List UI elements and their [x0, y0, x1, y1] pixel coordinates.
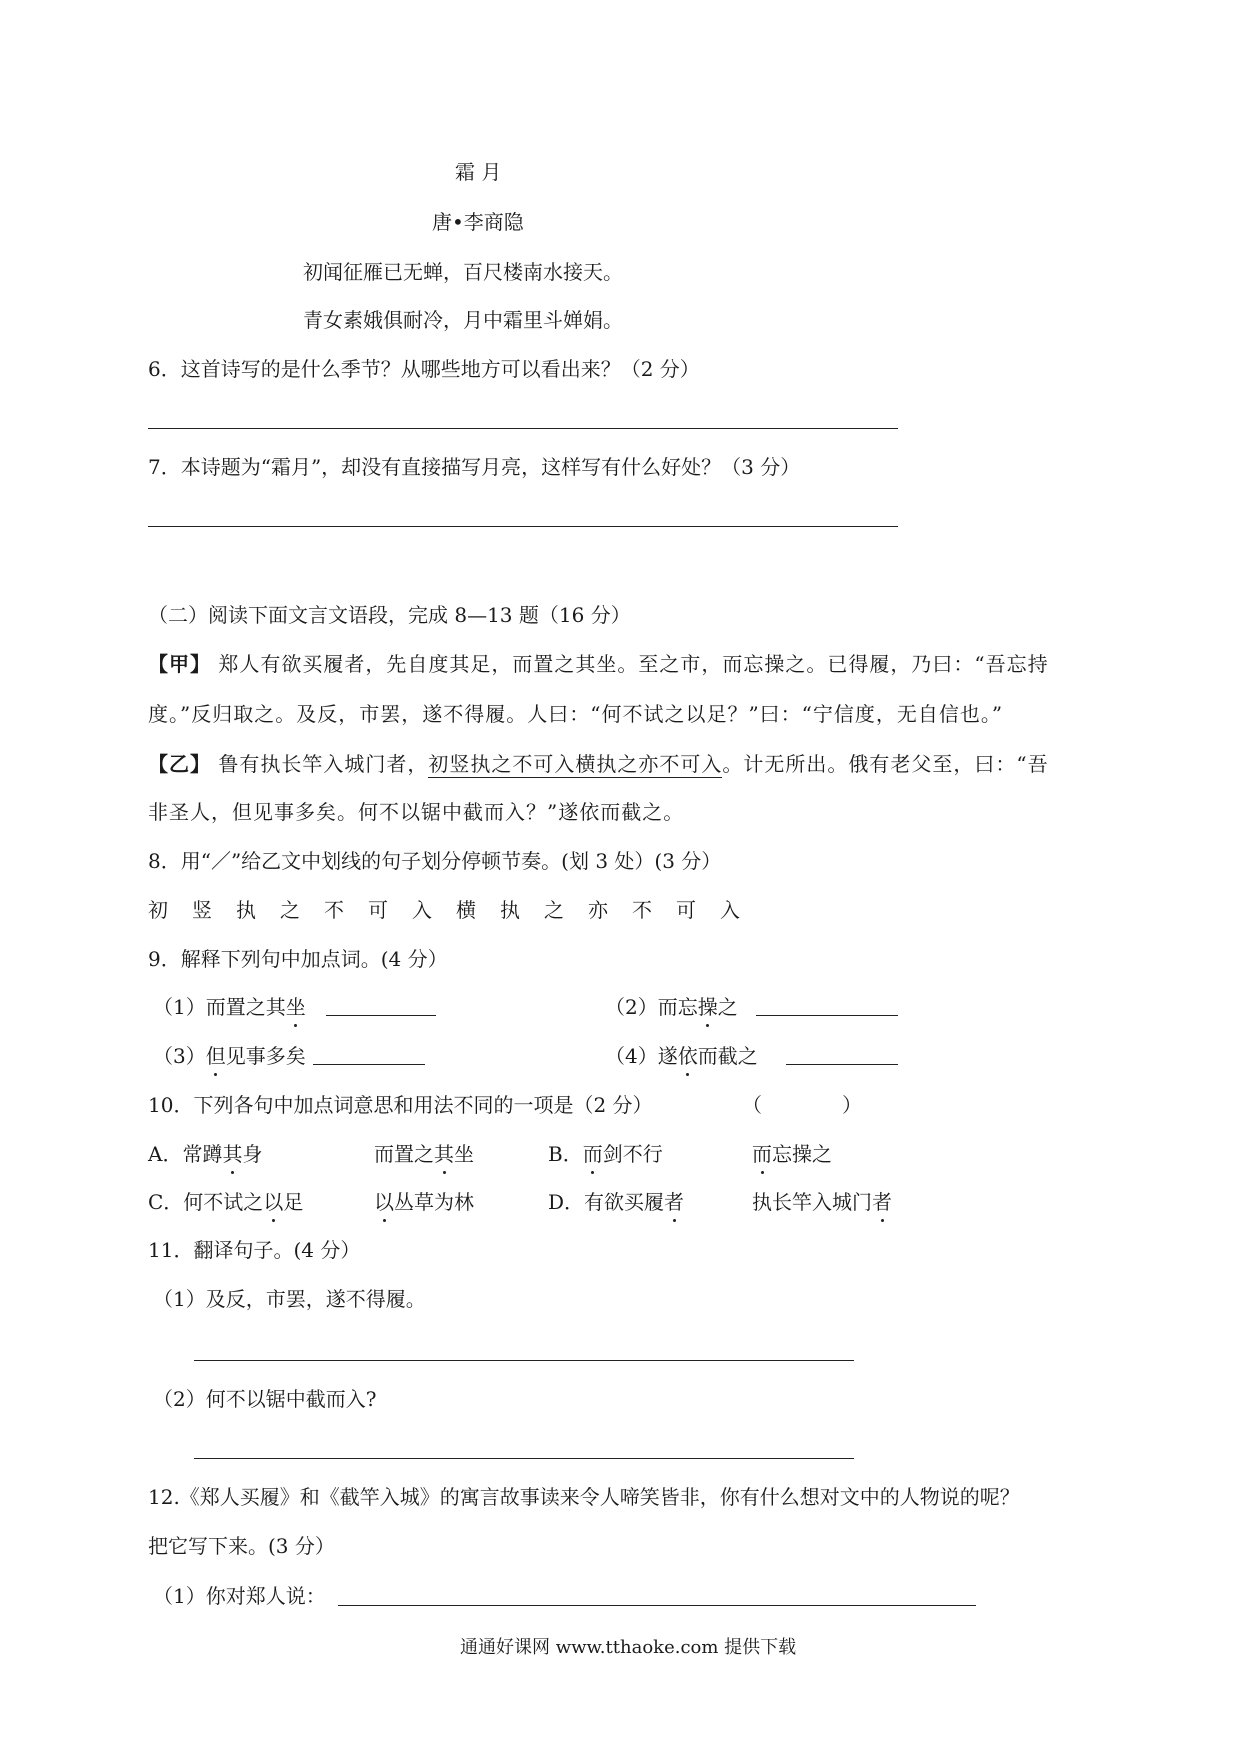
- poem-title: 霜 月: [455, 160, 502, 184]
- q10-option-c-pair: 以丛草为林: [374, 1190, 474, 1214]
- passage-jia-text-1: 郑人有欲买履者，先自度其足，而置之其坐。至之市，而忘操之。已得履，乃曰：“吾忘持: [218, 652, 1049, 676]
- q10-a2-dotted-word: 其: [434, 1142, 454, 1166]
- q8-char: 横: [456, 898, 476, 922]
- q10-a-dotted-word: 其: [222, 1142, 243, 1166]
- q10-d2-dotted-word: 者: [872, 1190, 892, 1214]
- q10-option-a-pair: 而置之其坐: [374, 1142, 474, 1166]
- q8-char: 亦: [588, 898, 608, 922]
- q10-d-dotted-word: 者: [664, 1190, 685, 1214]
- q8-char: 执: [236, 898, 256, 922]
- q8-character-sequence: [148, 896, 764, 924]
- q9-answer-line-3[interactable]: [313, 1064, 425, 1065]
- q8-char: 初: [148, 898, 168, 922]
- poem-author: 唐•李商隐: [432, 210, 524, 234]
- passage-yi-post: 。计无所出。俄有老父至，曰：“吾: [722, 752, 1049, 776]
- q8-char: 之: [280, 898, 300, 922]
- q8-char: 不: [324, 898, 344, 922]
- question-12-line-2: 把它写下来。(3 分）: [148, 1534, 335, 1558]
- passage-jia-line-2: 度。”反归取之。及反，市罢，遂不得履。人曰：“何不试之以足？”曰：“宁信度，无自信也。”: [148, 702, 1004, 726]
- q8-char: 不: [632, 898, 652, 922]
- poem-line-1: 初闻征雁已无蝉，百尺楼南水接天。: [303, 260, 623, 284]
- q8-char: 之: [544, 898, 564, 922]
- q10-c-dotted-word: 以: [263, 1190, 284, 1214]
- q8-char: 入: [412, 898, 432, 922]
- passage-yi-tag: 【乙】: [148, 752, 211, 776]
- passage-yi-underlined: 初竖执之不可入横执之亦不可入: [428, 752, 723, 776]
- question-9: 9．解释下列句中加点词。(4 分）: [148, 947, 448, 971]
- q12-answer-line-1[interactable]: [338, 1605, 976, 1606]
- q10-option-c[interactable]: C．何不试之以足: [148, 1190, 304, 1214]
- q11-answer-line-1[interactable]: [194, 1360, 854, 1361]
- q9-answer-line-2[interactable]: [756, 1015, 898, 1016]
- passage-yi-pre: 鲁有执长竿入城门者，: [218, 752, 429, 776]
- q10-option-b-pair: 而忘操之: [752, 1142, 832, 1166]
- question-7: 7．本诗题为“霜月”，却没有直接描写月亮，这样写有什么好处？（3 分）: [148, 455, 801, 479]
- q8-char: 入: [720, 898, 740, 922]
- q11-sentence-2: （2）何不以锯中截而入?: [153, 1387, 377, 1411]
- q10-b-dotted-word: 而: [582, 1142, 603, 1166]
- question-8: 8．用“／”给乙文中划线的句子划分停顿节奏。(划 3 处）(3 分）: [148, 849, 722, 873]
- question-10: 10．下列各句中加点词意思和用法不同的一项是（2 分）: [148, 1093, 653, 1117]
- question-11: 11．翻译句子。(4 分）: [148, 1238, 361, 1262]
- passage-jia-tag: 【甲】: [148, 652, 211, 676]
- q10-option-b[interactable]: B．而剑不行: [548, 1142, 663, 1166]
- passage-yi-line-2: 非圣人，但见事多矣。何不以锯中截而入？”遂依而截之。: [148, 800, 685, 824]
- question-12-line-1: 12.《郑人买履》和《截竿入城》的寓言故事读来令人啼笑皆非，你有什么想对文中的人物说的呢？: [148, 1485, 1020, 1509]
- answer-line-q7[interactable]: [148, 526, 898, 527]
- q9-answer-line-1[interactable]: [326, 1015, 436, 1016]
- q9-dotted-word-3: 但: [205, 1044, 226, 1068]
- passage-yi-line-1: [148, 750, 1049, 778]
- section-2-heading: （二）阅读下面文言文语段，完成 8—13 题（16 分）: [148, 603, 631, 627]
- q10-answer-paren[interactable]: （ ）: [742, 1093, 862, 1117]
- q10-option-d-pair: 执长竿入城门者: [752, 1190, 892, 1214]
- q10-c2-dotted-word: 以: [374, 1190, 394, 1214]
- q11-answer-line-2[interactable]: [194, 1458, 854, 1459]
- q9-answer-line-4[interactable]: [786, 1064, 898, 1065]
- q9-item-3: （3）但见事多矣: [153, 1044, 306, 1068]
- q10-b2-dotted-word: 而: [752, 1142, 772, 1166]
- q9-item-1: （1）而置之其坐: [153, 995, 306, 1019]
- footer-source: 通通好课网 www.tthaoke.com 提供下载: [460, 1637, 797, 1658]
- q8-char: 可: [676, 898, 696, 922]
- q12-prompt-1: （1）你对郑人说：: [153, 1584, 326, 1608]
- q11-sentence-1: （1）及反，市罢，遂不得履。: [153, 1287, 426, 1311]
- q9-dotted-word-4: 依: [677, 1044, 698, 1068]
- passage-jia-line-1: [148, 650, 1049, 678]
- q9-dotted-word-2: 操: [697, 995, 718, 1019]
- q9-item-2: （2）而忘操之: [605, 995, 738, 1019]
- q10-option-a[interactable]: A．常蹲其身: [148, 1142, 263, 1166]
- answer-line-q6[interactable]: [148, 428, 898, 429]
- q9-item-4: （4）遂依而截之: [605, 1044, 758, 1068]
- q10-option-d[interactable]: D．有欲买履者: [548, 1190, 685, 1214]
- question-6: 6．这首诗写的是什么季节？从哪些地方可以看出来？（2 分）: [148, 357, 700, 381]
- q9-dotted-word-1: 坐: [285, 995, 306, 1019]
- q8-char: 执: [500, 898, 520, 922]
- poem-line-2: 青女素娥俱耐冷，月中霜里斗婵娟。: [303, 308, 623, 332]
- q8-char: 竖: [192, 898, 212, 922]
- q8-char: 可: [368, 898, 388, 922]
